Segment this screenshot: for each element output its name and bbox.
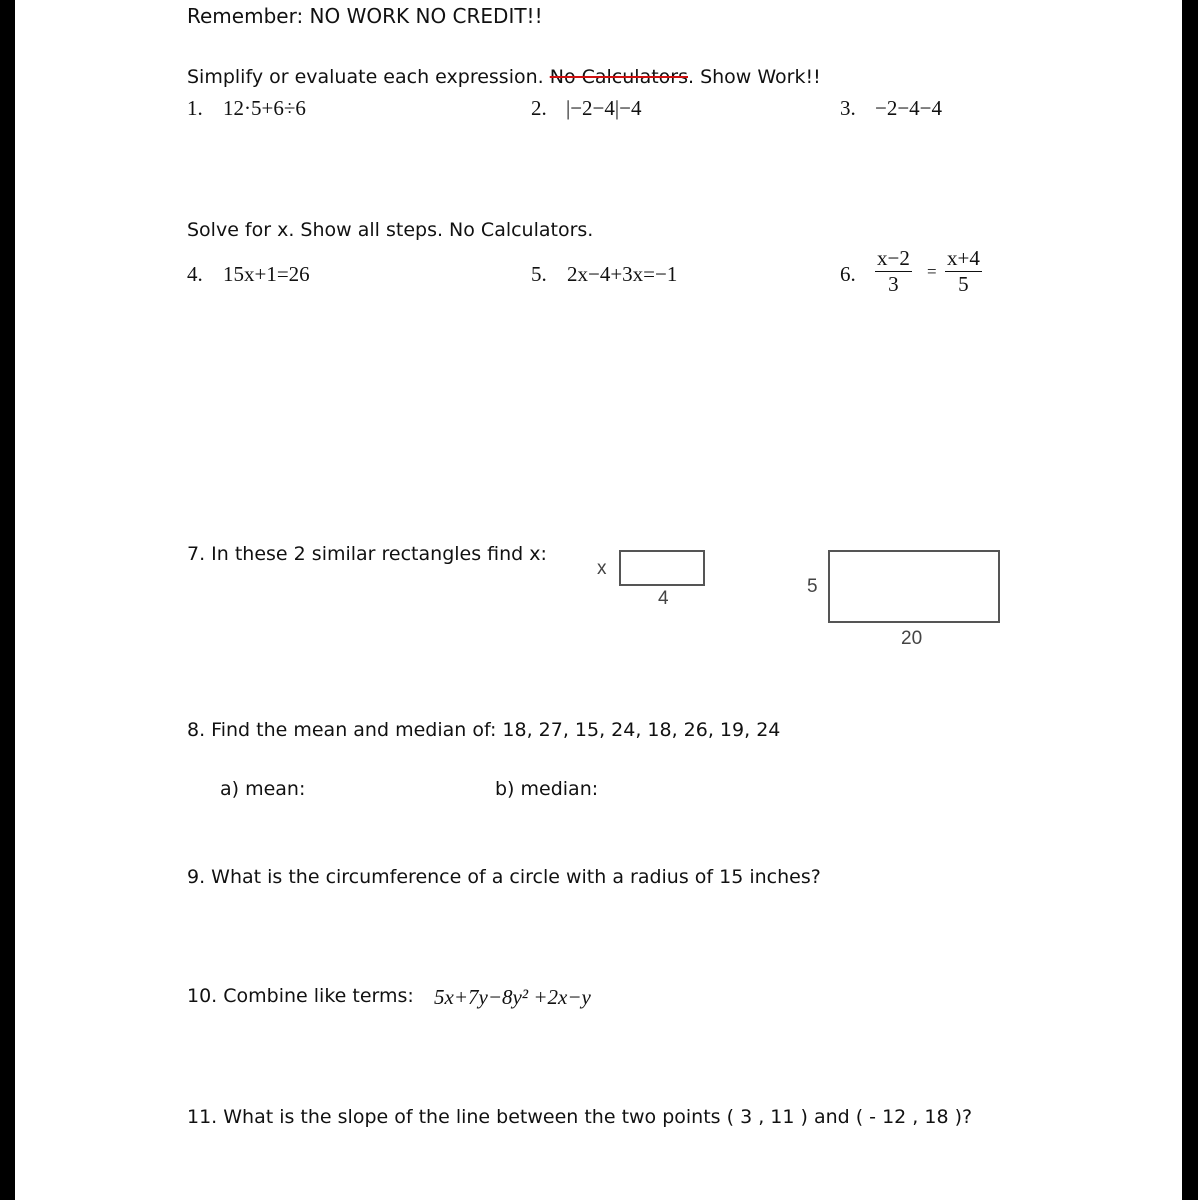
- q11-text: 11. What is the slope of the line between the two points ( 3 , 11 ) and ( - 12 , 18 )?: [187, 1106, 973, 1128]
- q1-number: 1.: [187, 96, 203, 120]
- q7-small-side-label: x: [597, 558, 607, 579]
- q1-expression: 12·5+6÷6: [223, 96, 306, 120]
- section1-instruction: Simplify or evaluate each expression. No Calculators. Show Work!!: [187, 66, 821, 88]
- q6-left-numerator: x−2: [877, 246, 910, 270]
- q3-number: 3.: [840, 96, 856, 120]
- q8-text: 8. Find the mean and median of: 18, 27, 15, 24, 18, 26, 19, 24: [187, 719, 781, 741]
- q6-left-denominator: 3: [875, 271, 912, 297]
- q8-median-label: b) median:: [495, 778, 599, 800]
- q7-small-bottom-label: 4: [658, 588, 669, 609]
- section2-instruction: Solve for x. Show all steps. No Calculators.: [187, 219, 594, 241]
- q8-mean-label: a) mean:: [220, 778, 306, 800]
- q7-large-bottom-label: 20: [901, 628, 923, 649]
- q5-number: 5.: [531, 262, 547, 286]
- q2-expression: |−2−4|−4: [566, 96, 642, 120]
- worksheet-page: [15, 0, 1182, 1200]
- q7-large-side-label: 5: [807, 576, 818, 597]
- q4-expression: 15x+1=26: [223, 262, 310, 286]
- remember-heading: Remember: NO WORK NO CREDIT!!: [187, 4, 543, 28]
- q6-number: 6.: [840, 262, 856, 286]
- q5-expression: 2x−4+3x=−1: [567, 262, 678, 286]
- q6-right-numerator: x+4: [947, 246, 980, 270]
- q6-right-fraction: [945, 246, 982, 297]
- struck-no-calculators: No Calculators: [549, 66, 688, 88]
- q4-number: 4.: [187, 262, 203, 286]
- q10-expression: 5x+7y−8y² +2x−y: [434, 985, 591, 1009]
- q6-right-denominator: 5: [945, 271, 982, 297]
- q6-left-fraction: [875, 246, 912, 297]
- q6-equals: =: [927, 262, 937, 281]
- q3-expression: −2−4−4: [875, 96, 943, 120]
- q7-small-rectangle: [619, 550, 705, 586]
- q7-text: 7. In these 2 similar rectangles find x:: [187, 543, 547, 565]
- q7-large-rectangle: [828, 550, 1000, 623]
- q2-number: 2.: [531, 96, 547, 120]
- q9-text: 9. What is the circumference of a circle with a radius of 15 inches?: [187, 866, 821, 888]
- q10-label: 10. Combine like terms:: [187, 985, 414, 1007]
